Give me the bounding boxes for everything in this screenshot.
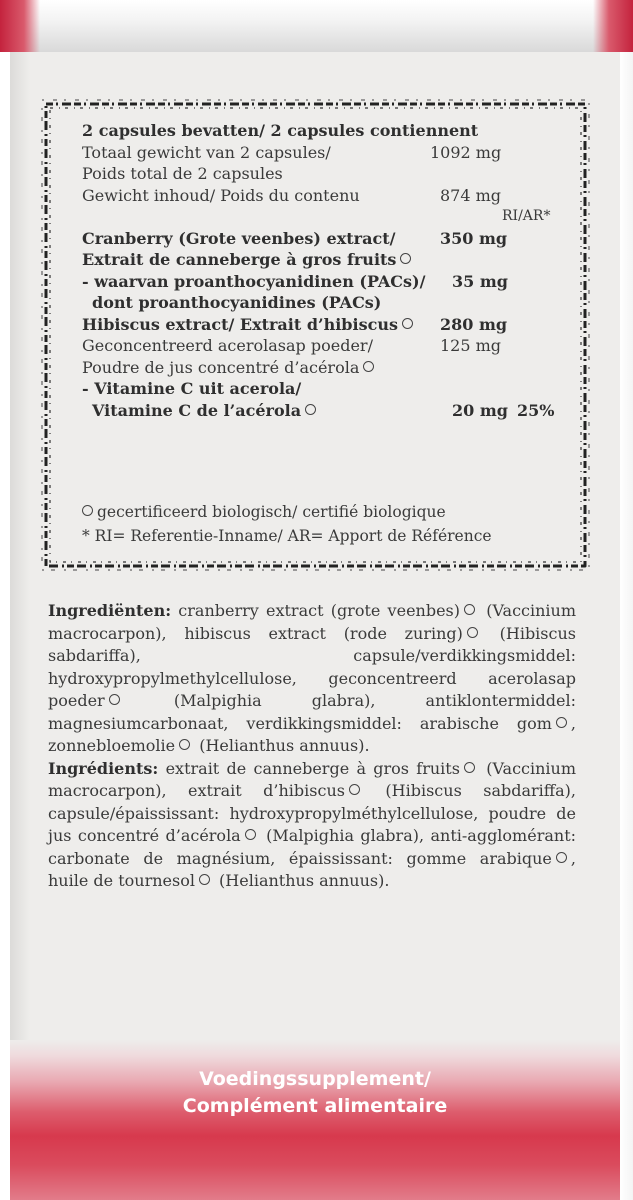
table-row [82, 292, 582, 314]
nutrient-name: dont proanthocyanidines (PACs) [92, 293, 382, 312]
ingredients-nl-label: Ingrediënten: [48, 601, 172, 620]
package-top-edge [0, 0, 633, 52]
nutrient-amount: 20 mg [452, 400, 508, 420]
table-row [82, 314, 582, 336]
nutrient-name: Extrait de canneberge à gros fruits [82, 250, 397, 269]
nutrient-name: Cranberry (Grote veenbes) extract/ [82, 228, 396, 248]
nutrient-name: Vitamine C de l’acérola [92, 400, 302, 420]
table-row [82, 249, 582, 271]
table-row [82, 142, 582, 164]
table-row [82, 335, 582, 357]
ri-percentage: 25% [517, 400, 555, 420]
organic-circle-icon [556, 717, 567, 728]
table-row [82, 228, 582, 250]
organic-circle-icon [199, 874, 210, 885]
organic-circle-icon [245, 829, 256, 840]
product-category-nl: Voedingssupplement/ [199, 1068, 431, 1090]
table-row [82, 206, 582, 228]
organic-circle-icon [467, 627, 478, 638]
table-header: 2 capsules bevatten/ 2 capsules contiennent [82, 121, 479, 140]
table-row [82, 400, 582, 422]
ingredients-fr: Ingrédients: extrait de canneberge à gros fruits (Vaccinium macrocarpon), extrait d’hibiscus (Hibiscus sabdariffa), capsule/épaississant: hydroxypropylméthylcellulose, poudre de jus concentré d’acérola (Malpighia glabra), anti-agglomérant: carbonate de magnésium, épaississant: gomme arabique , huile de tournesol (Helianthus annuus). [48, 758, 577, 890]
ri-column-label: RI/AR* [502, 208, 551, 224]
nutrient-amount: 35 mg [452, 271, 508, 291]
organic-circle-icon [109, 694, 120, 705]
organic-circle-icon [349, 784, 360, 795]
nutrient-name: Geconcentreerd acerolasap poeder/ [82, 336, 373, 355]
product-category [10, 1066, 620, 1120]
nutrient-name: Poids total de 2 capsules [82, 164, 283, 183]
organic-circle-icon [363, 361, 374, 372]
organic-circle-icon [402, 318, 413, 329]
ingredients-nl: Ingrediënten: cranberry extract (grote veenbes) (Vaccinium macrocarpon), hibiscus extract (rode zuring) (Hibiscus sabdariffa), capsule/verdikkingsmiddel: hydroxypropylmethylcellulose, geconcentreerd acerolasap poeder (Malpighia glabra), antiklontermiddel: magnesiumcarbonaat, verdikkingsmiddel: arabische gom , zonnebloemolie (Helianthus annuus). [48, 601, 576, 755]
organic-circle-icon [400, 253, 411, 264]
package-side-edge [620, 52, 633, 1200]
nutrient-amount: 1092 mg [430, 142, 502, 162]
ingredients-fr-label: Ingrédients: [48, 758, 159, 778]
nutrient-amount: 874 mg [440, 185, 502, 205]
nutrient-name: Hibiscus extract/ Extrait d’hibiscus [82, 314, 398, 334]
footer-band [10, 1040, 620, 1200]
table-legend [82, 500, 492, 548]
table-row [82, 357, 582, 379]
product-category-fr: Complément alimentaire [182, 1095, 448, 1117]
nutrient-name: Poudre de jus concentré d’acérola [82, 357, 360, 377]
nutrient-amount: 280 mg [440, 314, 508, 334]
organic-circle-icon [82, 505, 93, 516]
nutrient-name: Gewicht inhoud/ Poids du contenu [82, 185, 360, 205]
nutrient-name: - waarvan proanthocyanidinen (PACs)/ [82, 271, 426, 291]
table-row [82, 163, 582, 185]
organic-circle-icon [179, 739, 190, 750]
nutrient-name: Totaal gewicht van 2 capsules/ [82, 142, 331, 162]
organic-circle-icon [464, 604, 475, 615]
nutrient-amount: 125 mg [440, 336, 502, 355]
legend-ri: * RI= Referentie-Inname/ AR= Apport de Référence [82, 527, 492, 545]
nutrient-name: - Vitamine C uit acerola/ [82, 379, 302, 398]
organic-circle-icon [305, 404, 316, 415]
nutrition-table [82, 120, 582, 421]
organic-circle-icon [556, 852, 567, 863]
table-row [82, 185, 582, 207]
ingredients-section [48, 600, 576, 893]
table-row [82, 271, 582, 293]
legend-organic: gecertificeerd biologisch/ certifié biologique [82, 500, 492, 524]
organic-circle-icon [464, 762, 475, 773]
table-row [82, 378, 582, 400]
nutrient-amount: 350 mg [440, 228, 508, 248]
